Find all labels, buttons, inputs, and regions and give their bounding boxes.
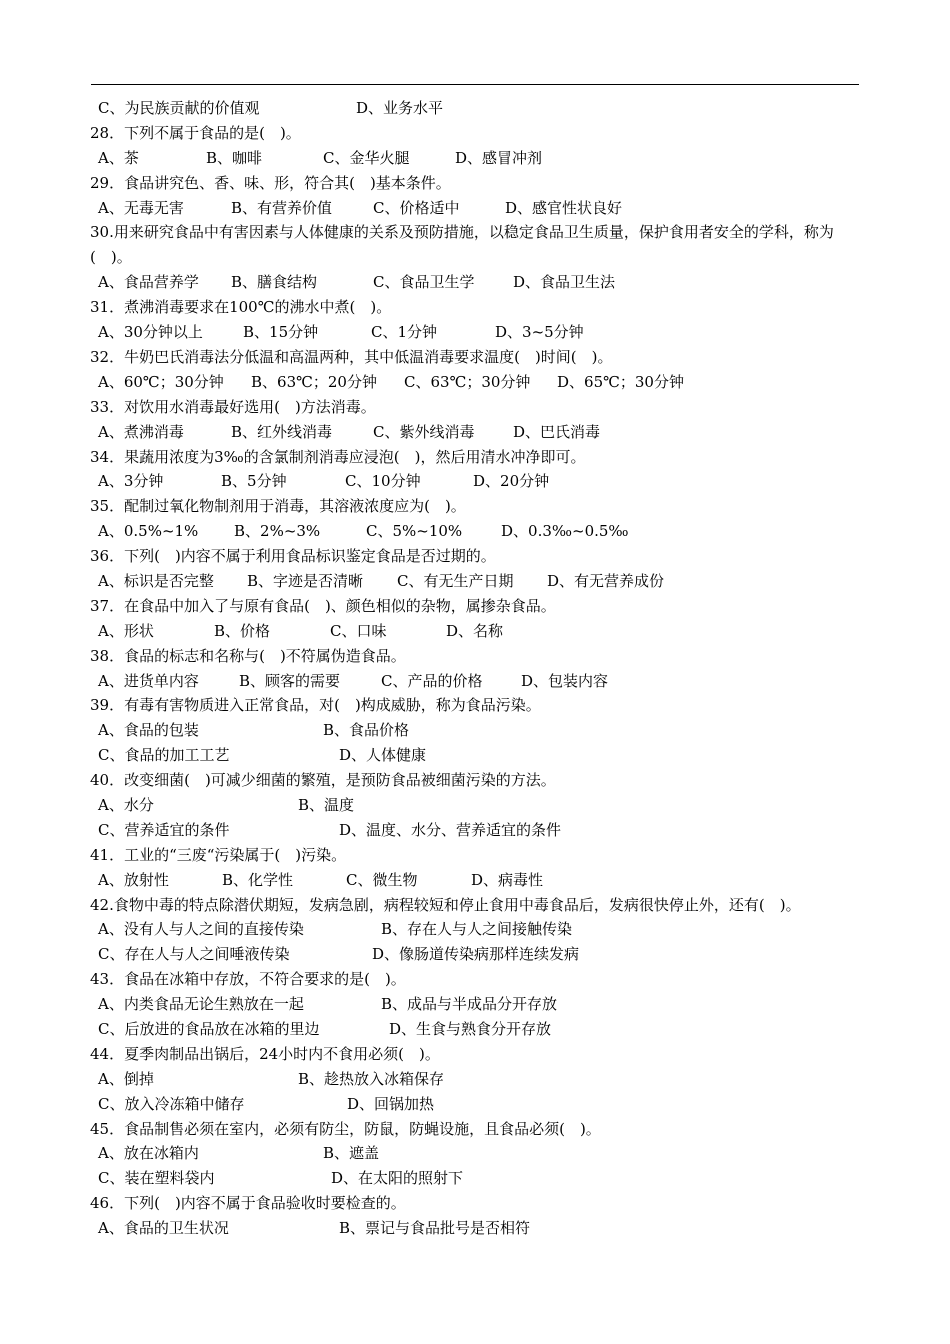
options-row	[90, 1166, 870, 1191]
option-a: A、60℃；30分钟	[98, 372, 224, 391]
options-row	[90, 569, 870, 594]
options-row	[90, 619, 870, 644]
option-c: C、产品的价格	[381, 671, 483, 690]
options-row	[90, 718, 870, 743]
option-d: D、20分钟	[473, 472, 550, 491]
option-d: D、食品卫生法	[513, 273, 616, 292]
question-text: 41．工业的“三废“污染属于( )污染。	[90, 845, 347, 864]
options-row	[90, 1067, 870, 1092]
options-row	[90, 420, 870, 445]
option-c: C、为民族贡献的价值观	[98, 99, 260, 117]
option-a: A、3分钟	[98, 472, 164, 491]
option-b: B、存在人与人之间接触传染	[381, 920, 573, 939]
option-d: D、0.3‰~0.5‰	[501, 522, 629, 541]
question-text: 39．有毒有害物质进入正常食品，对( )构成威胁，称为食品污染。	[90, 696, 541, 715]
option-c: C、存在人与人之间唾液传染	[98, 945, 290, 964]
option-c: C、63℃；30分钟	[404, 372, 531, 391]
option-d: D、3~5分钟	[495, 323, 584, 342]
option-b: B、63℃；20分钟	[251, 372, 377, 391]
option-b: B、5分钟	[221, 472, 287, 491]
option-b: B、顾客的需要	[239, 671, 341, 690]
option-d: D、有无营养成份	[547, 571, 665, 590]
options-row	[90, 1216, 870, 1241]
option-a: A、食品的包装	[98, 721, 199, 740]
option-b: B、2%~3%	[234, 522, 321, 541]
option-a: A、0.5%~1%	[98, 522, 199, 541]
option-c: C、微生物	[346, 870, 418, 889]
option-b: B、票记与食品批号是否相符	[339, 1219, 531, 1238]
option-c: C、紫外线消毒	[373, 422, 475, 441]
option-c: C、价格适中	[373, 198, 460, 217]
options-row	[90, 1017, 870, 1042]
question-text: 35．配制过氧化物制剂用于消毒，其溶液浓度应为( )。	[90, 497, 466, 516]
option-b: B、价格	[214, 621, 271, 640]
option-c: C、食品的加工工艺	[98, 746, 230, 765]
option-b: B、膳食结构	[231, 273, 318, 292]
option-d: D、感官性状良好	[505, 198, 623, 217]
option-a: A、进货单内容	[98, 671, 199, 690]
option-d: D、人体健康	[339, 746, 427, 765]
question-text: 29．食品讲究色、香、味、形，符合其( )基本条件。	[90, 173, 451, 192]
question-text: 43．食品在冰箱中存放，不符合要求的是( )。	[90, 970, 406, 989]
options-row	[90, 669, 870, 694]
option-a: A、无毒无害	[98, 198, 184, 217]
options-row	[90, 270, 870, 295]
option-c: C、食品卫生学	[373, 273, 475, 292]
options-row	[90, 743, 870, 768]
option-c: C、放入冷冻箱中储存	[98, 1094, 245, 1113]
option-a: A、茶	[98, 148, 139, 167]
options-row	[90, 917, 870, 942]
option-a: A、30分钟以上	[98, 323, 203, 342]
question-list	[90, 96, 870, 1241]
option-a: A、煮沸消毒	[98, 422, 184, 441]
option-d: D、业务水平	[356, 99, 444, 117]
options-row	[90, 146, 870, 171]
question-text: 37．在食品中加入了与原有食品( )、颜色相似的杂物，属掺杂食品。	[90, 596, 556, 615]
option-b: B、有营养价值	[231, 198, 333, 217]
option-b: B、字迹是否清晰	[247, 571, 364, 590]
option-a: A、食品的卫生状况	[98, 1219, 229, 1238]
options-row	[90, 519, 870, 544]
option-c: C、5%~10%	[366, 522, 463, 541]
options-row	[90, 1141, 870, 1166]
question-text: 38．食品的标志和名称与( )不符属伪造食品。	[90, 646, 406, 665]
question-text: 44．夏季肉制品出锅后，24小时内不食用必须( )。	[90, 1044, 440, 1063]
question-text: 28．下列不属于食品的是( )。	[90, 123, 301, 142]
question-text: 34．果蔬用浓度为3‰的含氯制剂消毒应浸泡( )，然后用清水冲净即可。	[90, 447, 586, 466]
option-d: D、感冒冲剂	[455, 148, 543, 167]
option-c: C、有无生产日期	[397, 571, 514, 590]
option-d: D、包装内容	[521, 671, 609, 690]
option-c: C、营养适宜的条件	[98, 820, 230, 839]
option-c: C、金华火腿	[323, 148, 410, 167]
option-b: B、趁热放入冰箱保存	[298, 1069, 445, 1088]
option-d: D、在太阳的照射下	[331, 1169, 464, 1188]
option-b: B、遮盖	[323, 1144, 380, 1163]
option-a: A、食品营养学	[98, 273, 199, 292]
question-text: 33．对饮用水消毒最好选用( )方法消毒。	[90, 397, 376, 416]
option-b: B、红外线消毒	[231, 422, 333, 441]
option-b: B、咖啡	[206, 148, 263, 167]
option-a: A、放在冰箱内	[98, 1144, 199, 1163]
option-c: C、装在塑料袋内	[98, 1169, 215, 1188]
option-c: C、后放进的食品放在冰箱的里边	[98, 1020, 320, 1038]
option-c: C、1分钟	[371, 323, 438, 342]
option-a: A、放射性	[98, 870, 169, 889]
options-row	[90, 942, 870, 967]
option-b: B、食品价格	[323, 721, 410, 740]
option-d: D、65℃；30分钟	[557, 372, 684, 391]
question-text: 30.用来研究食品中有害因素与人体健康的关系及预防措施，以稳定食品卫生质量，保护食用者安全的学科，称为( )。	[90, 223, 834, 267]
options-row	[90, 469, 870, 494]
question-text: 31．煮沸消毒要求在100℃的沸水中煮( )。	[90, 298, 392, 317]
options-row	[90, 96, 870, 121]
option-a: A、水分	[98, 795, 154, 814]
option-d: D、生食与熟食分开存放	[389, 1020, 552, 1038]
question-text: 40．改变细菌( )可减少细菌的繁殖，是预防食品被细菌污染的方法。	[90, 771, 556, 790]
options-row	[90, 196, 870, 221]
question-text: 46．下列( )内容不属于食品验收时要检查的。	[90, 1194, 406, 1213]
option-d: D、巴氏消毒	[513, 422, 601, 441]
option-a: A、倒掉	[98, 1069, 154, 1088]
option-d: D、回锅加热	[347, 1094, 435, 1113]
question-text: 42.食物中毒的特点除潜伏期短，发病急剧，病程较短和停止食用中毒食品后，发病很快停止外，还有( )。	[90, 895, 801, 914]
options-row	[90, 1092, 870, 1117]
question-text: 45．食品制售必须在室内，必须有防尘，防鼠，防蝇设施，且食品必须( )。	[90, 1119, 601, 1138]
header-rule	[91, 84, 859, 85]
option-a: A、形状	[98, 621, 154, 640]
options-row	[90, 320, 870, 345]
option-c: C、口味	[330, 621, 387, 640]
option-a: A、没有人与人之间的直接传染	[98, 920, 304, 939]
options-row	[90, 370, 870, 395]
option-d: D、名称	[446, 621, 504, 640]
options-row	[90, 793, 870, 818]
option-a: A、内类食品无论生熟放在一起	[98, 995, 304, 1014]
option-d: D、像肠道传染病那样连续发病	[372, 945, 580, 964]
option-d: D、病毒性	[471, 870, 544, 889]
question-text: 32．牛奶巴氏消毒法分低温和高温两种，其中低温消毒要求温度( )时间( )。	[90, 347, 613, 366]
option-d: D、温度、水分、营养适宜的条件	[339, 820, 562, 839]
option-a: A、标识是否完整	[98, 571, 214, 590]
option-c: C、10分钟	[345, 472, 421, 491]
option-b: B、化学性	[222, 870, 294, 889]
options-row	[90, 818, 870, 843]
option-b: B、15分钟	[243, 323, 319, 342]
question-text: 36．下列( )内容不属于利用食品标识鉴定食品是否过期的。	[90, 547, 496, 566]
options-row	[90, 868, 870, 893]
option-b: B、成品与半成品分开存放	[381, 995, 558, 1014]
option-b: B、温度	[298, 795, 355, 814]
options-row	[90, 992, 870, 1017]
